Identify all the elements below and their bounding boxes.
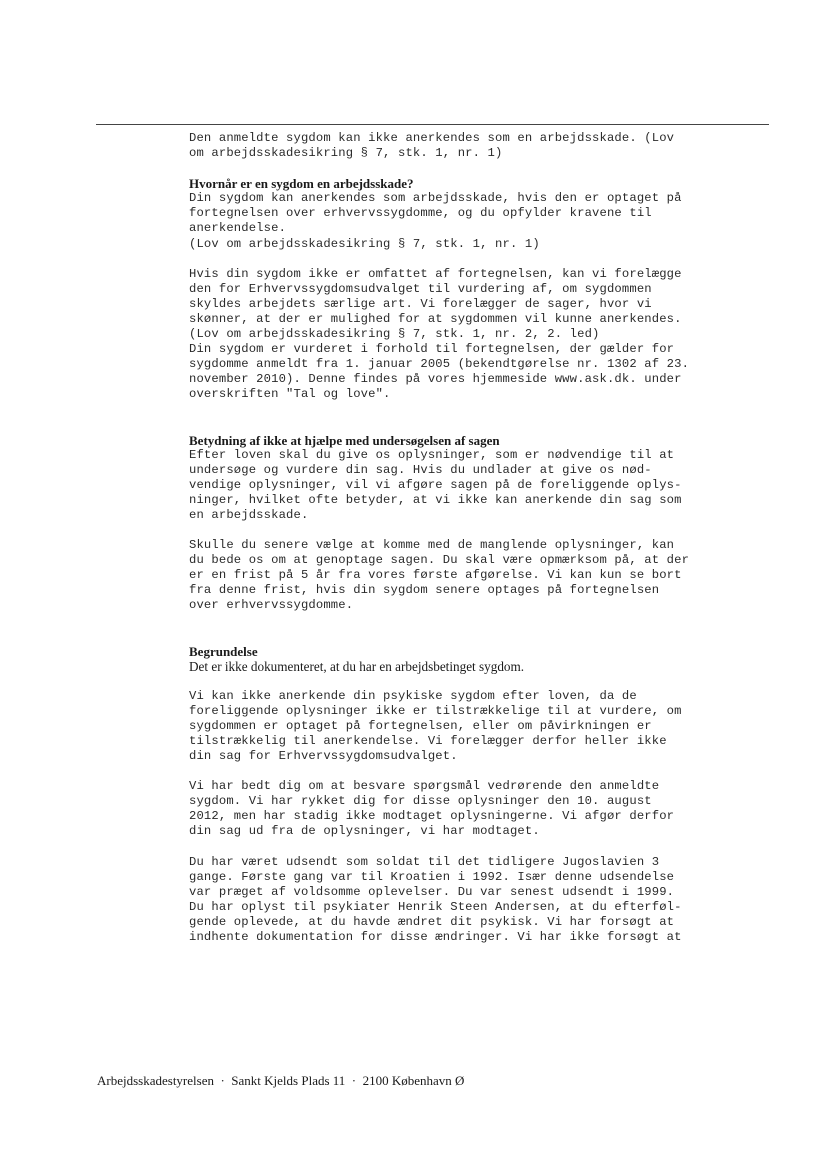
obligation-paragraph: Efter loven skal du give os oplysninger, som er nødvendige til at undersøge og vurdere din sag. Hvis du undlader at give os nød- vendige oplysninger, vil vi afgøre sagen på de foreliggende oplys- ninger, hvilket ofte betyder, at vi ikke kan anerkende din sag som en arbejdsskade. xyxy=(189,447,682,522)
heading-not-helping: Betydning af ikke at hjælpe med undersøgelsen af sagen xyxy=(189,432,500,448)
recognition-criteria-paragraph: Din sygdom kan anerkendes som arbejdsskade, hvis den er optaget på fortegnelsen over erhvervssygdomme, og du opfylder kravene til anerkendelse. (Lov om arbejdsskadesikring § 7, stk. 1, nr. 1) xyxy=(189,191,682,251)
committee-paragraph: Hvis din sygdom ikke er omfattet af fortegnelsen, kan vi forelægge den for Erhvervssygdomsudvalget til vurdering af, om sygdommen skyldes arbejdets særlige art. Vi forelægger de sager, hvor vi skønner, at der er mulighed for at sygdommen vil kunne anerkendes. (Lov om arbejdsskadesikring § 7, stk. 1, nr. 2, 2. led) Din sygdom er vurderet i forhold til fortegnelsen, der gælder for sygdomme anmeldt fra 1. januar 2005 (bekendtgørelse nr. 1302 af 23. november 2010). Denne findes på vores hjemmeside www.ask.dk. under overskriften "Tal og love". xyxy=(189,266,690,402)
decision-paragraph: Den anmeldte sygdom kan ikke anerkendes som en arbejdsskade. (Lov om arbejdsskadesikring § 7, stk. 1, nr. 1) xyxy=(189,131,675,161)
heading-reasoning: Begrundelse xyxy=(189,643,258,659)
reopen-paragraph: Skulle du senere vælge at komme med de manglende oplysninger, kan du bede os om at genoptage sagen. Du skal være opmærksom på, at der er en frist på 5 år fra vores første afgørelse. Vi kan kun se bort fra denne frist, hvis din sygdom senere optages på fortegnelsen over erhvervssygdomme. xyxy=(189,538,690,613)
header-rule xyxy=(96,124,769,125)
psychiatric-paragraph: Vi kan ikke anerkende din psykiske sygdom efter loven, da de foreliggende oplysninger ikke er tilstrækkelige til at vurdere, om sygdommen er optaget på fortegnelsen, eller om påvirkningen er tilstrækkelig til anerkendelse. Vi forelægger derfor heller ikke din sag for Erhvervssygdomsudvalget. xyxy=(189,688,682,764)
reminder-paragraph: Vi har bedt dig om at besvare spørgsmål vedrørende den anmeldte sygdom. Vi har rykket dig for disse oplysninger den 10. august 2012, men har stadig ikke modtaget oplysningerne. Vi afgør derfor din sag ud fra de oplysninger, vi har modtaget. xyxy=(189,779,675,839)
footer-address: Arbejdsskadestyrelsen · Sankt Kjelds Plads 11 · 2100 København Ø xyxy=(97,1073,465,1088)
reasoning-summary: Det er ikke dokumenteret, at du har en arbejdsbetinget sygdom. xyxy=(189,658,525,674)
heading-when-occupational: Hvornår er en sygdom en arbejdsskade? xyxy=(189,176,414,192)
letter-body xyxy=(189,131,749,945)
deployment-paragraph: Du har været udsendt som soldat til det tidligere Jugoslavien 3 gange. Første gang var til Kroatien i 1992. Især denne udsendelse var præget af voldsomme oplevelser. Du var senest udsendt i 1999. Du har oplyst til psykiater Henrik Steen Andersen, at du efterføl- gende oplevede, at du havde ændret dit psykisk. Vi har forsøgt at indhente dokumentation for disse ændringer. Vi har ikke forsøgt at xyxy=(189,854,682,945)
